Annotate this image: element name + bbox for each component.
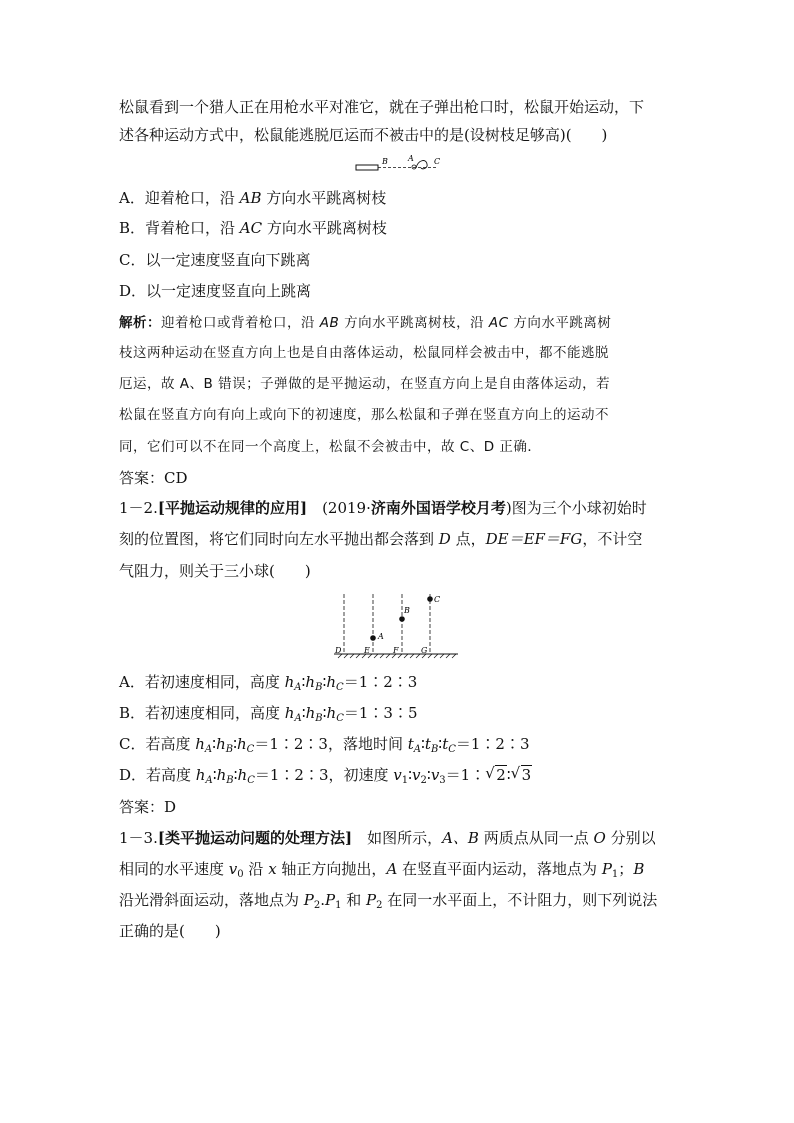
q2-topic-tag: [平抛运动规律的应用] <box>157 499 308 517</box>
fig2-label-d: D <box>335 646 342 655</box>
q3-text: 和 <box>341 891 367 909</box>
q3-x-axis: x <box>268 860 277 878</box>
ball-b <box>399 616 405 622</box>
q2-point-d: D <box>438 530 451 548</box>
q2-number: 1－2. <box>119 499 158 517</box>
fig2-label-f: F <box>393 646 399 655</box>
q3-text: 相同的水平速度 <box>119 860 229 878</box>
ball-c <box>427 596 433 602</box>
q2-text: 刻的位置图，将它们同时向左水平抛出都会落到 <box>119 530 439 548</box>
q1-figure-gun-squirrel <box>350 152 446 178</box>
q2-stem-line2 <box>119 529 642 549</box>
q1-option-b-pre: B．背着枪口，沿 <box>119 219 240 237</box>
q3-text: 分别以 <box>605 829 656 847</box>
q1-option-b <box>119 218 387 238</box>
q3-text: 在竖直平面内运动，落地点为 <box>397 860 602 878</box>
q2-option-b-text: B．若初速度相同，高度 <box>119 704 285 722</box>
fig2-label-e: E <box>364 646 370 655</box>
q1-analysis-line5: 同，它们可以不在同一个高度上，松鼠不会被击中，故 C、D 正确． <box>119 439 542 455</box>
fig2-label-b: B <box>404 606 410 615</box>
q3-point-b: B <box>633 860 645 878</box>
q2-option-d: D．若高度 $h_A∶h_B∶h_C=1∶2∶3$，初速度 $v_1∶v_2∶v_3=1∶$ √ 2∶ √ 3 <box>119 764 532 786</box>
q2-stem-line3: 气阻力，则关于三小球( ) <box>119 562 311 580</box>
q1-option-a-ab: AB <box>239 189 262 207</box>
q1-option-c: C．以一定速度竖直向下跳离 <box>119 251 311 269</box>
q3-text: 如图所示， <box>352 829 443 847</box>
gun-barrel <box>356 165 378 170</box>
q3-number: 1－3. <box>119 829 158 847</box>
q2-option-a-text: A．若初速度相同，高度 <box>119 673 285 691</box>
fig1-label-b: B <box>382 157 388 166</box>
q1-option-a-post: 方向水平跳离树枝 <box>261 189 387 207</box>
q3-text: 轴正方向抛出， <box>276 860 387 878</box>
squirrel-head <box>412 165 416 169</box>
q3-stem-line1 <box>119 828 656 848</box>
analysis-ac: AC <box>488 315 509 331</box>
fig1-label-c: C <box>434 157 441 166</box>
fig2-label-c: C <box>434 595 441 604</box>
q1-option-b-post: 方向水平跳离树枝 <box>262 219 387 237</box>
q2-option-c-mid: ＝1∶2∶3，落地时间 <box>254 735 408 753</box>
analysis-text: 方向水平跳离树枝，沿 <box>339 315 489 331</box>
q2-option-b-ratio: ＝1∶3∶5 <box>343 704 418 722</box>
q1-analysis-line2: 枝这两种运动在竖直方向上也是自由落体运动，松鼠同样会被击中，都不能逃脱 <box>119 345 609 361</box>
q1-analysis-line1 <box>119 313 611 333</box>
q2-source-post: )图为三个小球初始时 <box>505 499 647 517</box>
q3-points-ab: A、B <box>442 829 479 847</box>
q2-stem-line1 <box>119 498 647 518</box>
q3-stem-line3: 沿光滑斜面运动，落地点为 $P_2.P_1$ 和 $P_2$ 在同一水平面上，不计阻力，则下列说法 <box>119 891 658 911</box>
q1-option-a <box>119 188 386 208</box>
analysis-text: 方向水平跳离树 <box>508 315 612 331</box>
q2-equal-segments: DE＝EF＝FG <box>485 530 583 548</box>
analysis-heading: 解析： <box>119 315 161 331</box>
q3-point-o: O <box>593 829 606 847</box>
sqrt-3-arg: 3 <box>521 766 532 784</box>
q2-answer: 答案：D <box>119 798 177 816</box>
fig1-label-a: A <box>408 154 414 163</box>
sqrt-2-arg: 2 <box>496 766 506 784</box>
q2-option-d-mid: ＝1∶2∶3，初速度 <box>254 766 394 784</box>
sqrt-3: √ 3 <box>510 764 532 784</box>
q2-source-pre: (2019· <box>307 499 371 517</box>
q1-option-d: D．以一定速度竖直向上跳离 <box>119 282 312 300</box>
q2-option-c: C．若高度 $h_A∶h_B∶h_C=1∶2∶3$，落地时间 $t_A∶t_B∶t_C=1∶2∶3$ <box>119 735 530 755</box>
q3-text: ； <box>618 860 634 878</box>
q3-text: 沿 <box>243 860 269 878</box>
q3-topic-tag: [类平抛运动问题的处理方法] <box>157 829 353 847</box>
sqrt-2: √ 2 <box>485 764 506 784</box>
q1-option-b-ac: AC <box>239 219 263 237</box>
q2-text: 点， <box>450 530 486 548</box>
squirrel-shape <box>416 161 427 169</box>
q1-stem-line2: 述各种运动方式中，松鼠能逃脱厄运而不被击中的是(设树枝足够高)( ) <box>119 126 608 144</box>
q3-text: 两质点从同一点 <box>478 829 594 847</box>
q1-analysis-line3: 厄运，故 A、B 错误；子弹做的是平抛运动，在竖直方向上是自由落体运动，若 <box>119 376 611 392</box>
q2-option-c-text: C．若高度 <box>119 735 196 753</box>
q2-option-a: A．若初速度相同，高度 $h_A∶h_B∶h_C=1∶2∶3$ <box>119 673 418 693</box>
q2-source: 济南外国语学校月考 <box>370 499 506 517</box>
q1-stem-line1: 松鼠看到一个猎人正在用枪水平对准它，就在子弹出枪口时，松鼠开始运动，下 <box>119 98 645 116</box>
analysis-ab: AB <box>319 315 340 331</box>
q1-answer: 答案：CD <box>119 469 188 487</box>
q3-stem-line4: 正确的是( ) <box>119 922 221 940</box>
fig2-label-g: G <box>421 646 428 655</box>
ball-a <box>370 635 376 641</box>
q3-point-a: A <box>386 860 398 878</box>
q3-text: 沿光滑斜面运动，落地点为 <box>119 891 304 909</box>
fig2-label-a: A <box>378 632 384 641</box>
q2-figure-three-balls <box>330 588 462 664</box>
analysis-text: 迎着枪口或背着枪口，沿 <box>161 315 320 331</box>
q2-option-a-ratio: ＝1∶2∶3 <box>343 673 418 691</box>
q2-option-b: B．若初速度相同，高度 $h_A∶h_B∶h_C=1∶3∶5$ <box>119 704 418 724</box>
q2-option-c-ratio: ＝1∶2∶3 <box>455 735 530 753</box>
q2-text: ，不计空 <box>582 530 643 548</box>
q1-option-a-pre: A．迎着枪口，沿 <box>119 189 240 207</box>
q3-stem-line2: 相同的水平速度 $v_0$ 沿 x 轴正方向抛出，A 在竖直平面内运动，落地点为 $P_1$；B <box>119 860 645 880</box>
q2-option-d-ratio: ＝1∶ <box>445 766 486 784</box>
q1-analysis-line4: 松鼠在竖直方向有向上或向下的初速度，那么松鼠和子弹在竖直方向上的运动不 <box>119 407 609 423</box>
q2-option-d-text: D．若高度 <box>119 766 196 784</box>
q3-text: 在同一水平面上，不计阻力，则下列说法 <box>382 891 658 909</box>
